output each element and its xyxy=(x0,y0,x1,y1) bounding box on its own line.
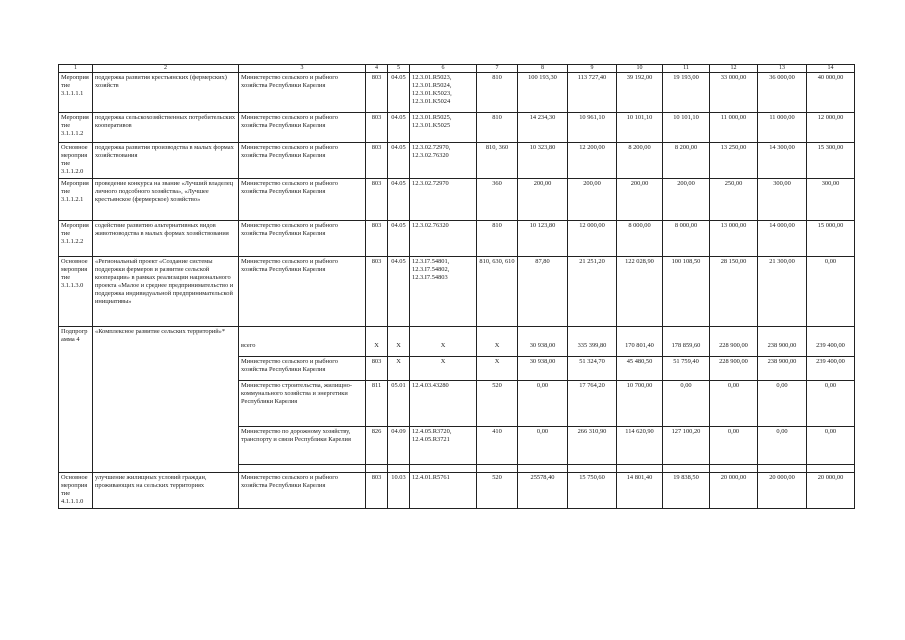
row-title: «Региональный проект «Создание системы поддержки фермеров и развитие сельской кооперации» в рамках реализации национального проекта «Малое и среднее предпринимательство и поддержка индивидуальной предпринимательской инициативы» xyxy=(93,257,239,327)
cell: 8 000,00 xyxy=(617,221,663,257)
cell: 11 000,00 xyxy=(758,113,807,143)
cell: 266 310,90 xyxy=(568,427,617,465)
cell: 10 323,80 xyxy=(518,143,568,179)
cell: 114 620,90 xyxy=(617,427,663,465)
cell: 810 xyxy=(477,221,518,257)
col-header: 4 xyxy=(366,65,388,73)
col-header: 13 xyxy=(758,65,807,73)
cell: 250,00 xyxy=(710,179,758,221)
col-header: 12 xyxy=(710,65,758,73)
row-code: Мероприятие 3.1.1.1.2 xyxy=(59,113,93,143)
cell: 170 801,40 xyxy=(617,341,663,357)
cell: 335 399,80 xyxy=(568,341,617,357)
cell: 12 000,00 xyxy=(807,113,855,143)
cell: X xyxy=(477,341,518,357)
col-header: 11 xyxy=(663,65,710,73)
cell: X xyxy=(366,341,388,357)
cell: 0,00 xyxy=(807,427,855,465)
cell: 0,00 xyxy=(710,427,758,465)
cell: 410 xyxy=(477,427,518,465)
cell: 87,80 xyxy=(518,257,568,327)
cell: 238 900,00 xyxy=(758,341,807,357)
cell: 8 000,00 xyxy=(663,221,710,257)
cell: 12.3.02.72970, 12.3.02.76320 xyxy=(410,143,477,179)
row-code: Основное мероприятие 3.1.1.3.0 xyxy=(59,257,93,327)
cell: 15 000,00 xyxy=(807,221,855,257)
row-code: Мероприятие 3.1.1.1.1 xyxy=(59,73,93,113)
table-row xyxy=(59,257,855,327)
cell: 803 xyxy=(366,179,388,221)
cell: 04.05 xyxy=(388,257,410,327)
cell: 21 300,00 xyxy=(758,257,807,327)
table-row xyxy=(59,473,855,509)
cell: 178 859,60 xyxy=(663,341,710,357)
col-header: 10 xyxy=(617,65,663,73)
cell: 04.05 xyxy=(388,143,410,179)
row-code: Подпрограмма 4 xyxy=(59,327,93,473)
cell: 10 101,10 xyxy=(663,113,710,143)
cell: 04.05 xyxy=(388,179,410,221)
cell: 300,00 xyxy=(807,179,855,221)
cell: 30 938,00 xyxy=(518,341,568,357)
cell: 127 100,20 xyxy=(663,427,710,465)
cell: 12.3.01.R5025, 12.3.01.K5025 xyxy=(410,113,477,143)
cell: 238 900,00 xyxy=(758,357,807,381)
row-title: поддержка развития производства в малых формах хозяйствования xyxy=(93,143,239,179)
row-title: поддержка развития крестьянских (фермерских) хозяйств xyxy=(93,73,239,113)
row-code: Мероприятие 3.1.1.2.1 xyxy=(59,179,93,221)
cell: 33 000,00 xyxy=(710,73,758,113)
col-header: 14 xyxy=(807,65,855,73)
cell: 12 000,00 xyxy=(568,221,617,257)
col-header: 6 xyxy=(410,65,477,73)
cell: 40 000,00 xyxy=(807,73,855,113)
cell: 14 000,00 xyxy=(758,221,807,257)
cell: 200,00 xyxy=(663,179,710,221)
cell: X xyxy=(410,357,477,381)
row-executor: Министерство сельского и рыбного хозяйства Республики Карелия xyxy=(239,473,366,509)
cell: X xyxy=(410,341,477,357)
cell: 13 000,00 xyxy=(710,221,758,257)
cell: 10 101,10 xyxy=(617,113,663,143)
cell: 520 xyxy=(477,473,518,509)
cell: 803 xyxy=(366,113,388,143)
row-executor: Министерство сельского и рыбного хозяйства Республики Карелия xyxy=(239,179,366,221)
row-executor: всего xyxy=(239,341,366,357)
cell: 0,00 xyxy=(518,427,568,465)
cell: 30 938,00 xyxy=(518,357,568,381)
cell: 15 300,00 xyxy=(807,143,855,179)
cell: 12.4.03.43280 xyxy=(410,381,477,427)
cell: 0,00 xyxy=(518,381,568,427)
cell: 04.05 xyxy=(388,221,410,257)
cell: 100 193,30 xyxy=(518,73,568,113)
row-title: проведение конкурса на звание «Лучший владелец личного подсобного хозяйства», «Лучшее крестьянское (фермерское) хозяйство» xyxy=(93,179,239,221)
cell: 810, 360 xyxy=(477,143,518,179)
row-code: Мероприятие 3.1.1.2.2 xyxy=(59,221,93,257)
col-header: 9 xyxy=(568,65,617,73)
cell: 25578,40 xyxy=(518,473,568,509)
cell: 36 000,00 xyxy=(758,73,807,113)
cell: 0,00 xyxy=(807,257,855,327)
cell: 12.4.01.R5761 xyxy=(410,473,477,509)
cell: 200,00 xyxy=(617,179,663,221)
row-title: поддержка сельскохозяйственных потребительских кооперативов xyxy=(93,113,239,143)
cell: 803 xyxy=(366,257,388,327)
row-executor: Министерство строительства, жилищно-коммунального хозяйства и энергетики Республики Карелия xyxy=(239,381,366,427)
row-executor: Министерство сельского и рыбного хозяйства Республики Карелия xyxy=(239,143,366,179)
column-number-row xyxy=(59,65,855,73)
subprogram-row xyxy=(59,327,855,341)
cell: 8 200,00 xyxy=(617,143,663,179)
cell: 520 xyxy=(477,381,518,427)
cell: X xyxy=(388,357,410,381)
cell: 810 xyxy=(477,113,518,143)
cell: 113 727,40 xyxy=(568,73,617,113)
cell: 810, 630, 610 xyxy=(477,257,518,327)
row-title: содействие развитию альтернативных видов животноводства в малых формах хозяйствования xyxy=(93,221,239,257)
cell: 19 838,50 xyxy=(663,473,710,509)
cell: 45 480,50 xyxy=(617,357,663,381)
cell: 14 234,30 xyxy=(518,113,568,143)
cell: 20 000,00 xyxy=(807,473,855,509)
row-title: «Комплексное развитие сельских территорий»* xyxy=(93,327,239,473)
row-code: Основное мероприятие 3.1.1.2.0 xyxy=(59,143,93,179)
cell: 239 400,00 xyxy=(807,341,855,357)
cell: 28 150,00 xyxy=(710,257,758,327)
cell: 200,00 xyxy=(568,179,617,221)
cell: 39 192,00 xyxy=(617,73,663,113)
cell: 803 xyxy=(366,221,388,257)
cell: 810 xyxy=(477,73,518,113)
cell: 10 961,10 xyxy=(568,113,617,143)
budget-table-sheet xyxy=(58,64,845,509)
budget-table xyxy=(58,64,855,509)
cell: 04.05 xyxy=(388,113,410,143)
cell: 10 123,80 xyxy=(518,221,568,257)
cell: 05.01 xyxy=(388,381,410,427)
cell: 803 xyxy=(366,357,388,381)
cell: 04.09 xyxy=(388,427,410,465)
cell: 19 193,00 xyxy=(663,73,710,113)
cell: 12 200,00 xyxy=(568,143,617,179)
col-header: 2 xyxy=(93,65,239,73)
col-header: 8 xyxy=(518,65,568,73)
cell: 826 xyxy=(366,427,388,465)
cell: 14 801,40 xyxy=(617,473,663,509)
row-executor: Министерство сельского и рыбного хозяйства Республики Карелия xyxy=(239,357,366,381)
cell: 8 200,00 xyxy=(663,143,710,179)
cell: 12.3.02.76320 xyxy=(410,221,477,257)
cell: 0,00 xyxy=(663,381,710,427)
cell: 239 400,00 xyxy=(807,357,855,381)
cell: 200,00 xyxy=(518,179,568,221)
cell: 21 251,20 xyxy=(568,257,617,327)
cell: 51 759,40 xyxy=(663,357,710,381)
cell: 0,00 xyxy=(758,427,807,465)
row-executor: Министерство сельского и рыбного хозяйства Республики Карелия xyxy=(239,221,366,257)
cell: 15 750,60 xyxy=(568,473,617,509)
row-executor: Министерство сельского и рыбного хозяйства Республики Карелия xyxy=(239,113,366,143)
cell: 04.05 xyxy=(388,73,410,113)
row-executor: Министерство сельского и рыбного хозяйства Республики Карелия xyxy=(239,73,366,113)
row-executor: Министерство по дорожному хозяйству, транспорту и связи Республики Карелия xyxy=(239,427,366,465)
cell: 100 108,50 xyxy=(663,257,710,327)
cell: 51 324,70 xyxy=(568,357,617,381)
cell: 0,00 xyxy=(710,381,758,427)
cell: 10.03 xyxy=(388,473,410,509)
cell: 122 028,90 xyxy=(617,257,663,327)
col-header: 1 xyxy=(59,65,93,73)
cell: 20 000,00 xyxy=(758,473,807,509)
cell: 10 700,00 xyxy=(617,381,663,427)
col-header: 3 xyxy=(239,65,366,73)
cell: 0,00 xyxy=(758,381,807,427)
cell: 228 900,00 xyxy=(710,341,758,357)
row-executor: Министерство сельского и рыбного хозяйства Республики Карелия xyxy=(239,257,366,327)
table-row xyxy=(59,113,855,143)
col-header: 5 xyxy=(388,65,410,73)
cell: 803 xyxy=(366,473,388,509)
cell: 360 xyxy=(477,179,518,221)
cell: 0,00 xyxy=(807,381,855,427)
cell: 14 300,00 xyxy=(758,143,807,179)
cell: 811 xyxy=(366,381,388,427)
row-title: улучшение жилищных условий граждан, проживающих на сельских территориях xyxy=(93,473,239,509)
cell: 20 000,00 xyxy=(710,473,758,509)
cell: 228 900,00 xyxy=(710,357,758,381)
cell: 11 000,00 xyxy=(710,113,758,143)
table-row xyxy=(59,143,855,179)
cell: 12.3.02.72970 xyxy=(410,179,477,221)
cell: X xyxy=(477,357,518,381)
cell: 803 xyxy=(366,143,388,179)
row-code: Основное мероприятие 4.1.1.1.0 xyxy=(59,473,93,509)
table-row xyxy=(59,179,855,221)
cell: 803 xyxy=(366,73,388,113)
col-header: 7 xyxy=(477,65,518,73)
cell: 12.3.I7.54801, 12.3.I7.54802, 12.3.I7.54803 xyxy=(410,257,477,327)
cell: 17 764,20 xyxy=(568,381,617,427)
cell: 12.3.01.R5023, 12.3.01.R5024, 12.3.01.K5023, 12.3.01.K5024 xyxy=(410,73,477,113)
cell: 300,00 xyxy=(758,179,807,221)
table-row xyxy=(59,73,855,113)
table-row xyxy=(59,221,855,257)
cell: X xyxy=(388,341,410,357)
cell: 12.4.05.R3720, 12.4.05.R3721 xyxy=(410,427,477,465)
cell: 13 250,00 xyxy=(710,143,758,179)
